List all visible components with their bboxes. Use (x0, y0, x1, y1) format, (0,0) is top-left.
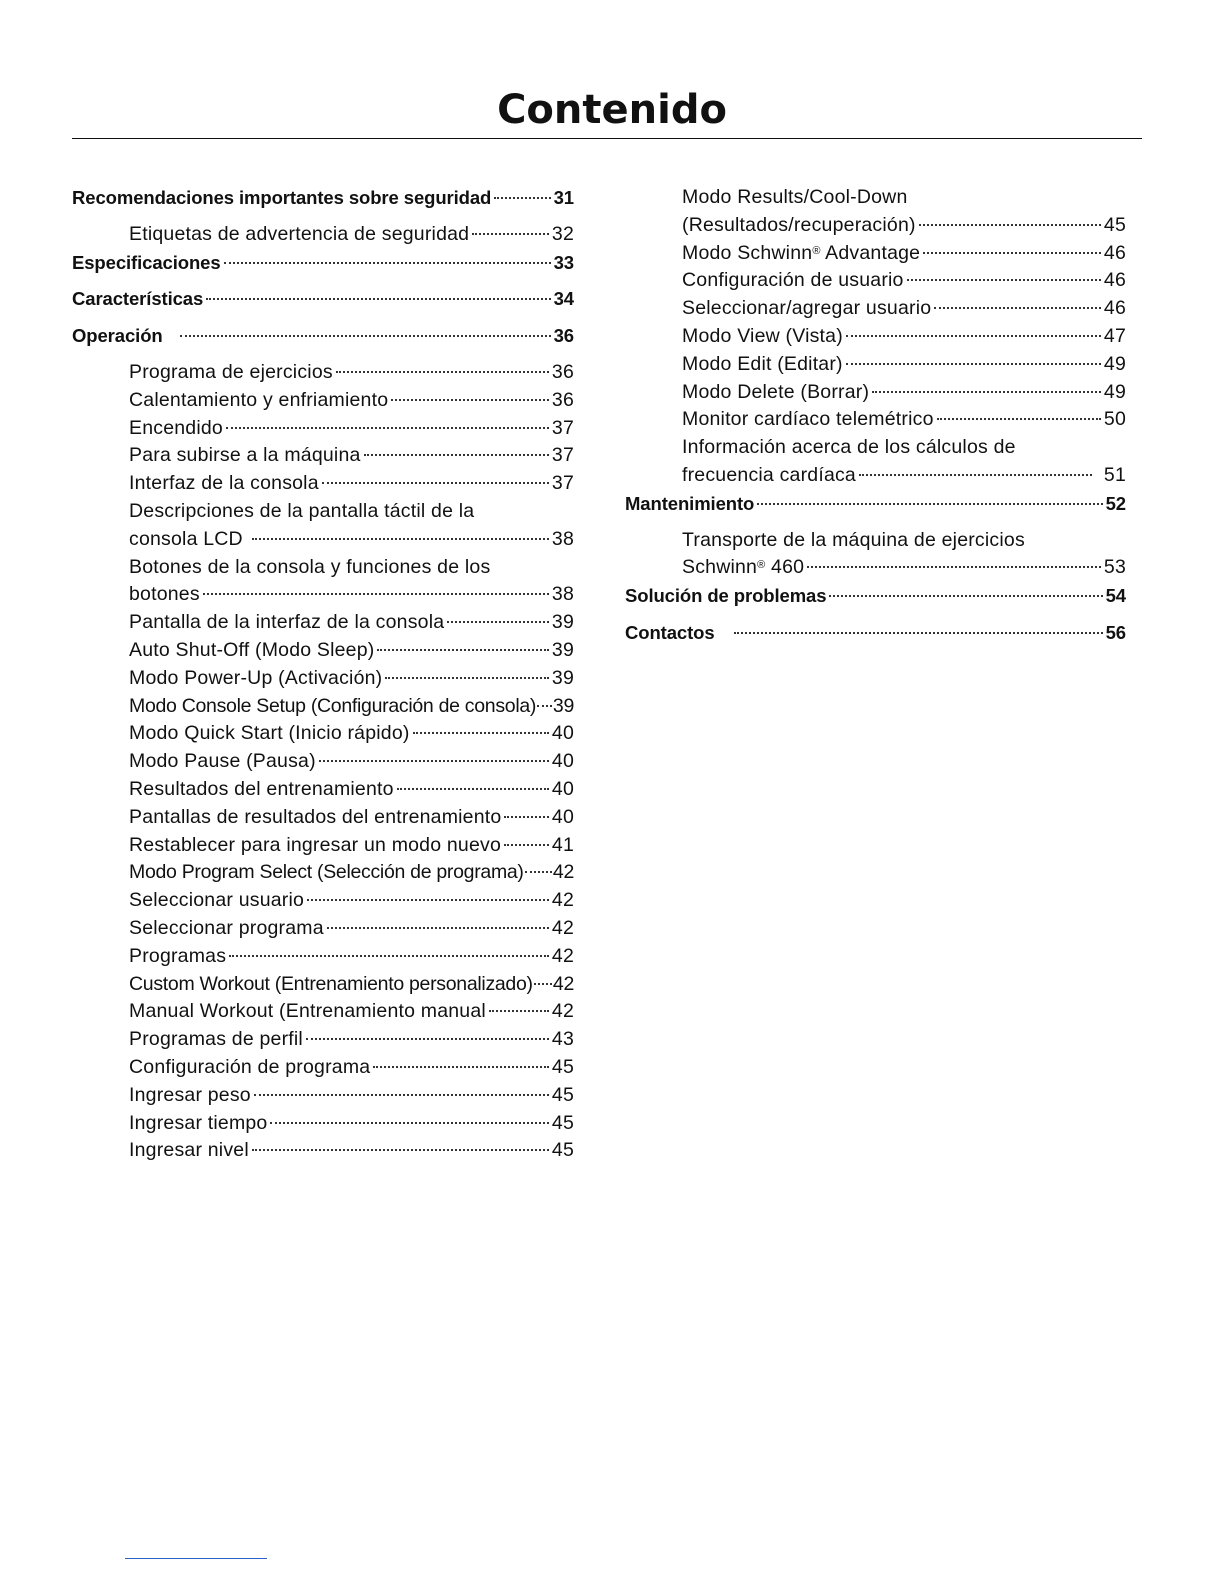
dot-leader (537, 705, 552, 707)
toc-entry-section[interactable] (625, 619, 1126, 647)
toc-entry-label: Configuración de usuario (682, 269, 904, 292)
toc-page-number: 42 (551, 944, 574, 967)
toc-entry-label: Calentamiento y enfriamiento (129, 388, 389, 411)
dot-leader (872, 391, 1101, 393)
toc-entry[interactable] (72, 804, 574, 832)
toc-entry-label: Modo Power-Up (Activación) (129, 666, 383, 689)
toc-entry-label: Mantenimiento (625, 492, 755, 514)
dot-leader (494, 197, 550, 199)
toc-entry[interactable] (72, 387, 574, 415)
dot-leader (829, 595, 1102, 597)
dot-leader (846, 335, 1101, 337)
toc-entry[interactable] (72, 637, 574, 665)
dot-leader (306, 1038, 549, 1040)
dot-leader (413, 732, 549, 734)
dot-leader (934, 307, 1101, 309)
dot-leader (307, 899, 549, 901)
toc-entry-label-part: Advantage (820, 241, 921, 264)
toc-entry-label: Pantallas de resultados del entrenamiento (129, 805, 502, 828)
toc-entry[interactable] (72, 526, 574, 554)
dot-leader (397, 788, 549, 790)
toc-page-number: 38 (551, 583, 574, 606)
toc-page-number: 46 (1103, 241, 1126, 264)
toc-page-number: 45 (551, 1083, 574, 1106)
toc-entry-label: Auto Shut-Off (Modo Sleep) (129, 638, 375, 661)
dot-leader (254, 1094, 549, 1096)
dot-leader (252, 538, 549, 540)
toc-page-number: 36 (553, 325, 574, 347)
toc-entry-label: Especificaciones (72, 251, 221, 273)
toc-entry[interactable] (625, 295, 1126, 323)
toc-page-number: 37 (551, 444, 574, 467)
toc-page-number: 53 (1103, 556, 1126, 579)
toc-entry-label: Programas (129, 944, 227, 967)
toc-page-number: 54 (1105, 585, 1126, 607)
toc-entry-label: Monitor cardíaco telemétrico (682, 408, 934, 431)
toc-entry-label: consola LCD (129, 527, 243, 550)
toc-entry-label: Recomendaciones importantes sobre seguridad (72, 187, 492, 208)
toc-page-number: 36 (551, 388, 574, 411)
toc-entry-label: (Resultados/recuperación) (682, 213, 916, 236)
toc-entry-label: Restablecer para ingresar un modo nuevo (129, 833, 502, 856)
toc-entry[interactable] (72, 887, 574, 915)
toc-page-number: 50 (1103, 408, 1126, 431)
toc-page-number: 49 (1103, 380, 1126, 403)
toc-entry[interactable] (72, 693, 574, 721)
toc-entry-label: Ingresar tiempo (129, 1111, 268, 1134)
toc-entry-label: Contactos (625, 621, 715, 643)
toc-entry[interactable] (625, 212, 1126, 240)
toc-page-number: 42 (551, 916, 574, 939)
toc-entry[interactable] (72, 832, 574, 860)
toc-page-number: 34 (553, 288, 574, 310)
dot-leader (377, 649, 548, 651)
toc-entry-section[interactable] (72, 249, 574, 277)
toc-entry-label: Etiquetas de advertencia de seguridad (129, 222, 470, 245)
toc-entry[interactable] (625, 554, 1126, 582)
toc-entry[interactable] (72, 1054, 574, 1082)
toc-entry-label: Características (72, 288, 204, 310)
toc-entry-label: Seleccionar/agregar usuario (682, 297, 932, 320)
toc-entry-label: Pantalla de la interfaz de la consola (129, 611, 445, 634)
toc-entry[interactable] (625, 379, 1126, 407)
toc-entry[interactable] (72, 359, 574, 387)
title-rule (72, 138, 1142, 139)
toc-entry-section[interactable] (72, 285, 574, 313)
toc-entry[interactable] (72, 442, 574, 470)
toc-entry-label: Resultados del entrenamiento (129, 777, 394, 800)
toc-entry-section[interactable] (625, 582, 1126, 610)
toc-page-number: 56 (1105, 621, 1126, 643)
toc-page-number: 42 (552, 972, 574, 995)
toc-page-number: 45 (551, 1139, 574, 1162)
toc-page-number: 46 (1103, 269, 1126, 292)
toc-entry[interactable] (72, 581, 574, 609)
toc-page-number: 40 (551, 722, 574, 745)
toc-entry-label: Interfaz de la consola (129, 472, 319, 495)
toc-page-number: 45 (551, 1111, 574, 1134)
toc-page-number: 49 (1103, 352, 1126, 375)
dot-leader (226, 427, 549, 429)
toc-page-number: 52 (1105, 492, 1126, 514)
toc-entry[interactable] (72, 1110, 574, 1138)
toc-entry-label: Encendido (129, 416, 223, 439)
toc-entry-label: Para subirse a la máquina (129, 444, 361, 467)
toc-entry-section[interactable] (72, 322, 574, 350)
toc-page-number: 40 (551, 805, 574, 828)
toc-page-number: 42 (551, 889, 574, 912)
toc-entry-label: botones (129, 583, 200, 606)
toc-page-number: 42 (551, 1000, 574, 1023)
toc-page-number: 39 (551, 638, 574, 661)
toc-entry[interactable] (625, 406, 1126, 434)
dot-leader (373, 1066, 549, 1068)
dot-leader (229, 955, 549, 957)
toc-page-number: 37 (551, 472, 574, 495)
toc-entry[interactable] (72, 470, 574, 498)
toc-entry-line: Transporte de la máquina de ejercicios (682, 528, 1025, 551)
dot-leader (447, 621, 549, 623)
dot-leader (757, 503, 1102, 505)
toc-entry[interactable] (72, 720, 574, 748)
dot-leader (472, 233, 549, 235)
dot-leader (907, 279, 1101, 281)
footer-link-underline (125, 1558, 267, 1559)
dot-leader (937, 418, 1101, 420)
toc-entry-label: frecuencia cardíaca (682, 463, 856, 486)
dot-leader (734, 632, 1103, 634)
toc-entry[interactable] (72, 221, 574, 249)
toc-entry-label: Operación (72, 325, 163, 347)
toc-entry[interactable] (72, 609, 574, 637)
dot-leader (919, 224, 1101, 226)
toc-entry[interactable] (625, 351, 1126, 379)
toc-entry-label: Modo Pause (Pausa) (129, 750, 316, 773)
toc-page-number: 51 (1103, 463, 1126, 486)
page-title: Contenido (497, 87, 727, 133)
toc-entry-label-part: 460 (765, 556, 805, 579)
toc-entry[interactable] (72, 748, 574, 776)
toc-page-number: 39 (551, 611, 574, 634)
dot-leader (859, 474, 1092, 476)
toc-entry-label: Modo Edit (Editar) (682, 352, 843, 375)
toc-entry-section[interactable] (625, 490, 1126, 518)
toc-page-number: 39 (552, 694, 574, 717)
toc-page-number: 40 (551, 750, 574, 773)
toc-entry-label: Seleccionar programa (129, 916, 324, 939)
toc-entry-label (682, 240, 920, 268)
toc-entry[interactable] (72, 971, 574, 999)
toc-entry-label: Ingresar peso (129, 1083, 251, 1106)
dot-leader (224, 262, 551, 264)
dot-leader (322, 482, 549, 484)
toc-entry[interactable] (72, 1137, 574, 1165)
toc-entry-line: Botones de la consola y funciones de los (129, 555, 491, 578)
dot-leader (504, 844, 549, 846)
dot-leader (807, 566, 1101, 568)
toc-page-number: 45 (551, 1055, 574, 1078)
toc-entry[interactable] (72, 859, 574, 887)
toc-entry-label: Manual Workout (Entrenamiento manual (129, 1000, 486, 1023)
toc-left-column (72, 184, 574, 1165)
toc-right-column (625, 184, 1126, 647)
toc-entry[interactable] (72, 776, 574, 804)
toc-page-number: 33 (553, 251, 574, 273)
dot-leader (252, 1149, 549, 1151)
dot-leader (206, 298, 550, 300)
dot-leader (336, 371, 549, 373)
toc-page-number: 42 (552, 861, 574, 884)
toc-entry[interactable] (625, 240, 1126, 268)
toc-entry-label: Configuración de programa (129, 1055, 371, 1078)
toc-entry-label: Custom Workout (Entrenamiento personalizado) (129, 972, 533, 995)
registered-mark: ® (812, 244, 821, 257)
dot-leader (846, 363, 1101, 365)
toc-page-number: 47 (1103, 324, 1126, 347)
toc-entry[interactable] (72, 998, 574, 1026)
dot-leader (180, 335, 551, 337)
toc-entry-label: Programas de perfil (129, 1028, 303, 1051)
toc-entry-line: Modo Results/Cool-Down (682, 186, 908, 208)
toc-page-number: 46 (1103, 297, 1126, 320)
dot-leader (534, 983, 552, 985)
toc-page-number: 32 (551, 222, 574, 245)
toc-page-number: 37 (551, 416, 574, 439)
toc-entry[interactable] (72, 665, 574, 693)
dot-leader (270, 1122, 548, 1124)
toc-entry[interactable] (625, 267, 1126, 295)
toc-entry-label-part: Modo Schwinn (682, 241, 813, 264)
toc-page-number: 43 (551, 1028, 574, 1051)
toc-page-number: 38 (551, 527, 574, 550)
dot-leader (504, 816, 548, 818)
toc-entry-label: Modo Console Setup (Configuración de consola) (129, 694, 537, 717)
toc-entry[interactable] (72, 1026, 574, 1054)
dot-leader (203, 593, 549, 595)
toc-page-number: 40 (551, 777, 574, 800)
toc-entry-label: Modo Program Select (Selección de programa) (129, 861, 524, 884)
toc-entry[interactable] (72, 915, 574, 943)
toc-entry-label: Solución de problemas (625, 585, 827, 607)
toc-entry[interactable] (72, 415, 574, 443)
toc-entry[interactable] (625, 462, 1126, 490)
toc-entry-line: Descripciones de la pantalla táctil de la (129, 499, 475, 522)
dot-leader (327, 927, 549, 929)
dot-leader (385, 677, 549, 679)
toc-entry-label (682, 554, 804, 582)
toc-page-number: 36 (551, 360, 574, 383)
toc-page-number: 31 (553, 187, 574, 208)
toc-page-number: 45 (1103, 213, 1126, 236)
toc-entry-label: Programa de ejercicios (129, 360, 333, 383)
toc-entry[interactable] (72, 1082, 574, 1110)
dot-leader (525, 871, 552, 873)
toc-entry-label: Modo View (Vista) (682, 324, 843, 347)
toc-entry-line: Información acerca de los cálculos de (682, 436, 1016, 459)
dot-leader (923, 252, 1101, 254)
toc-entry[interactable] (72, 943, 574, 971)
toc-entry-label-part: Schwinn (682, 556, 758, 579)
dot-leader (364, 454, 549, 456)
toc-entry-label: Modo Delete (Borrar) (682, 380, 870, 403)
toc-entry-label: Seleccionar usuario (129, 889, 305, 912)
toc-entry-label: Modo Quick Start (Inicio rápido) (129, 722, 410, 745)
toc-entry[interactable] (625, 323, 1126, 351)
dot-leader (489, 1010, 549, 1012)
toc-page-number: 39 (551, 666, 574, 689)
toc-page-number: 41 (551, 833, 574, 856)
dot-leader (391, 399, 549, 401)
dot-leader (319, 760, 549, 762)
toc-entry-section[interactable] (72, 184, 574, 212)
registered-mark: ® (757, 559, 766, 572)
toc-entry-label: Ingresar nivel (129, 1139, 249, 1162)
